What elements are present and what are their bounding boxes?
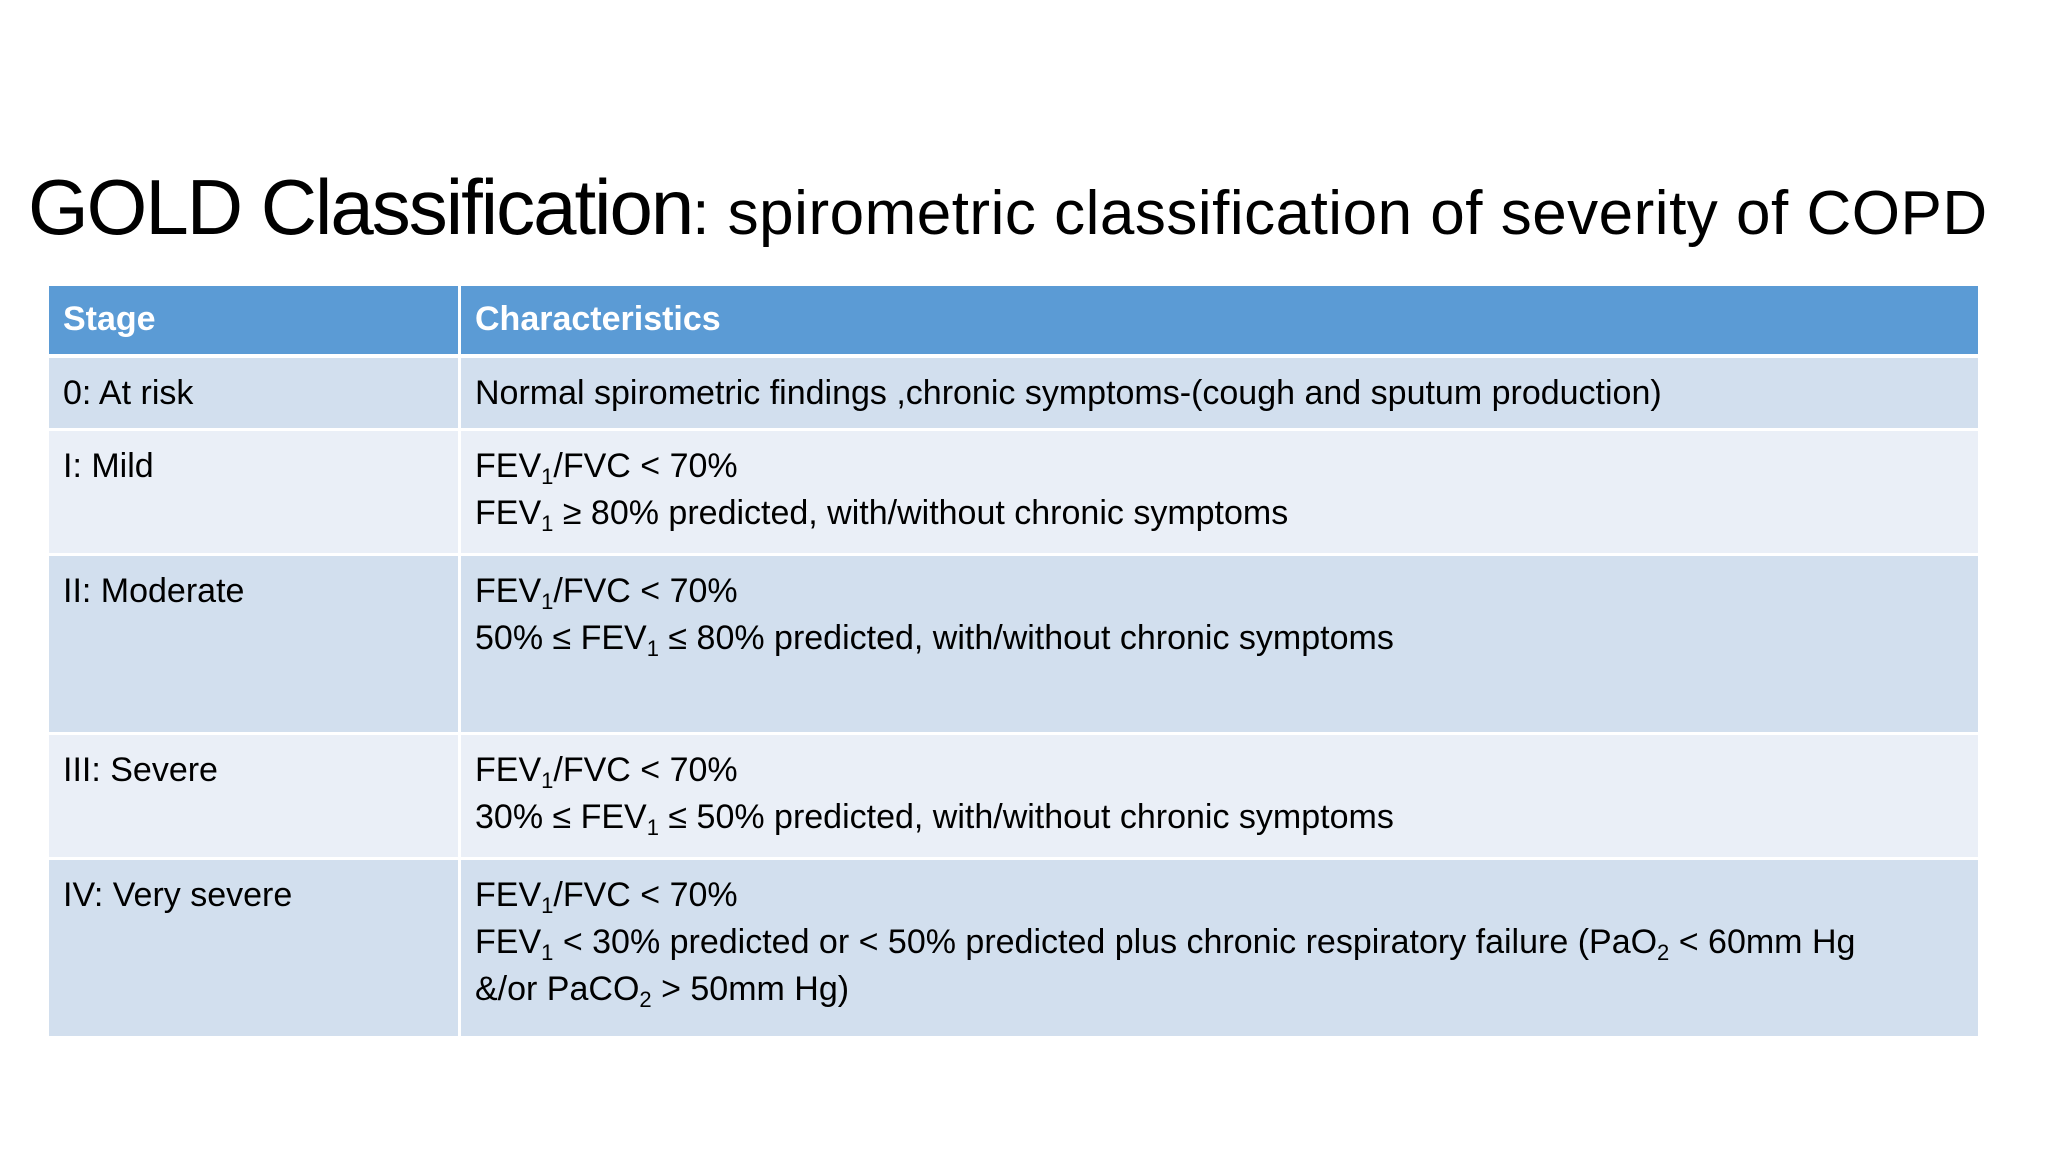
slide-title <box>28 163 1988 251</box>
subscript: 1 <box>541 589 554 614</box>
characteristic-line: $50\% \le FEV_1 \le 80\%$ predicted, with/without chronic symptoms <box>475 619 1394 661</box>
table-row <box>49 431 1978 556</box>
table-row <box>49 358 1978 431</box>
stage-cell: IV: Very severe <box>49 860 461 1036</box>
table-row <box>49 860 1978 1036</box>
title-main: GOLD Classification <box>28 163 693 251</box>
characteristic-line: &/or PaCO$_2$ > 50mm Hg) <box>475 970 850 1012</box>
subscript: 1 <box>646 815 659 840</box>
subscript: 1 <box>541 940 554 965</box>
characteristics-cell <box>461 358 1978 431</box>
characteristic-line: $FEV_1$/FVC < 70% <box>475 572 738 614</box>
characteristic-line: $FEV_1$/FVC < 70% <box>475 876 738 918</box>
header-characteristics: Characteristics <box>461 286 1978 358</box>
gold-classification-table <box>49 286 1978 1036</box>
stage-cell: 0: At risk <box>49 358 461 431</box>
header-stage: Stage <box>49 286 461 358</box>
subscript: 1 <box>541 511 554 536</box>
characteristics-cell <box>461 431 1978 556</box>
subscript: 1 <box>541 893 554 918</box>
characteristic-line: $30\% \le FEV_1 \le 50\%$ predicted, with/without chronic symptoms <box>475 798 1394 840</box>
stage-cell: I: Mild <box>49 431 461 556</box>
table-row <box>49 556 1978 735</box>
stage-cell: II: Moderate <box>49 556 461 735</box>
characteristics-cell <box>461 860 1978 1036</box>
subscript: 2 <box>639 987 652 1012</box>
characteristics-cell <box>461 735 1978 860</box>
table-header-row <box>49 286 1978 358</box>
table-row <box>49 735 1978 860</box>
characteristic-line: $FEV_1 < 30\%$ predicted or < 50% predicted plus chronic respiratory failure (PaO$_2$ < 60mm Hg <box>475 923 1856 965</box>
title-subtitle: : spirometric classification of severity of COPD <box>692 179 1988 248</box>
characteristic-line: Normal spirometric findings ,chronic symptoms-(cough and sputum production) <box>475 374 1662 412</box>
characteristic-line: $FEV_1 \ge 80\%$ predicted, with/without chronic symptoms <box>475 494 1289 536</box>
characteristic-line: $FEV_1$/FVC < 70% <box>475 751 738 793</box>
subscript: 1 <box>541 768 554 793</box>
subscript: 2 <box>1657 940 1670 965</box>
stage-cell: III: Severe <box>49 735 461 860</box>
characteristic-line: $FEV_1$/FVC < 70% <box>475 447 738 489</box>
characteristics-cell <box>461 556 1978 735</box>
subscript: 1 <box>541 464 554 489</box>
subscript: 1 <box>646 636 659 661</box>
